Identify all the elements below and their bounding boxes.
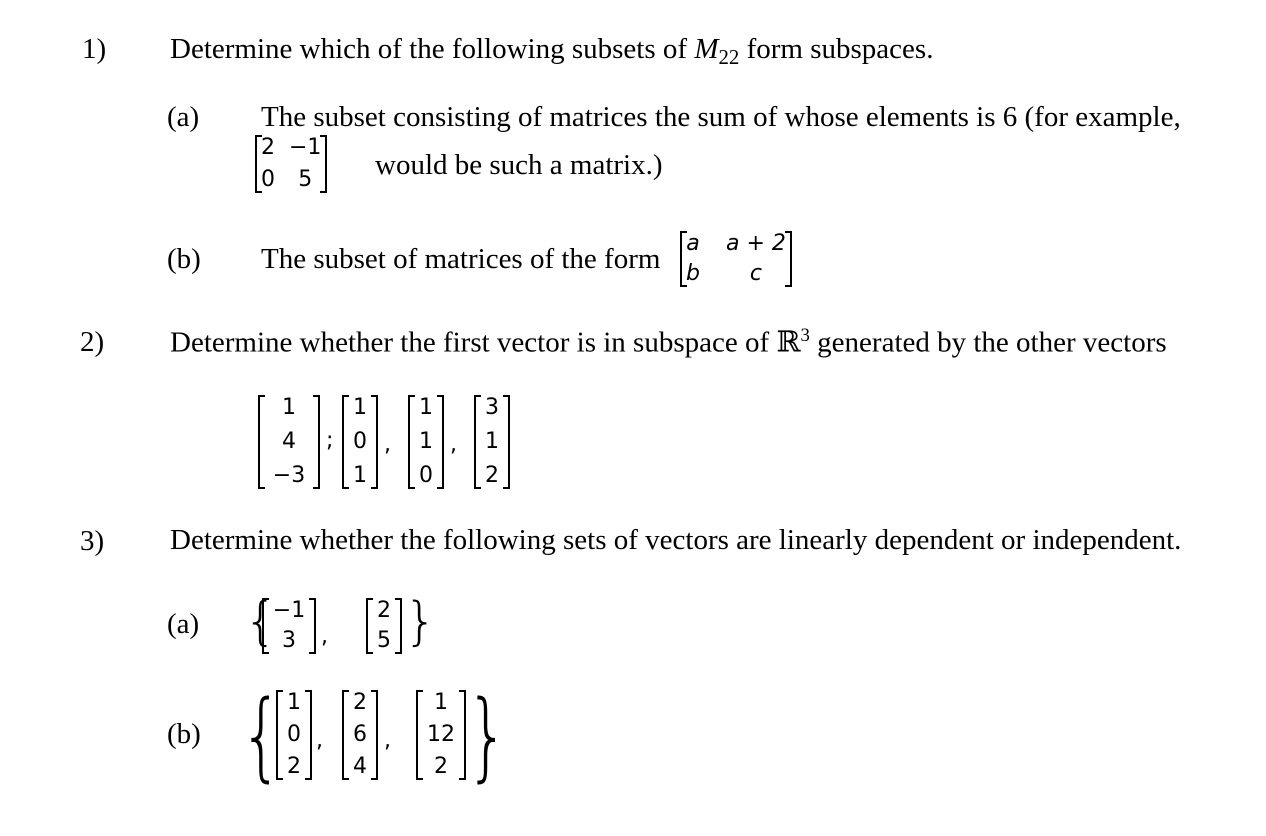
vector-entry: 1 bbox=[485, 429, 499, 454]
vector-entry: 12 bbox=[427, 722, 455, 747]
part-text: would be such a matrix.) bbox=[375, 149, 663, 181]
vector-entry: 1 bbox=[287, 690, 301, 715]
form-matrix bbox=[680, 231, 792, 287]
vector-entry: 2 bbox=[353, 690, 367, 715]
vector-entry: 1 bbox=[282, 395, 296, 420]
matrix-entry: c bbox=[749, 261, 762, 286]
part-text: The subset consisting of matrices the sum of whose elements is 6 (for example, bbox=[261, 101, 1181, 133]
vector bbox=[474, 395, 510, 489]
problem-number: 3) bbox=[80, 525, 105, 557]
vector-entry: 3 bbox=[282, 628, 296, 653]
vector-entry: 2 bbox=[287, 754, 301, 779]
problem-statement: Determine whether the first vector is in subspace of ℝ$^3$ generated by the other vectors bbox=[170, 325, 1167, 359]
example-matrix bbox=[255, 135, 327, 193]
separator: , bbox=[384, 728, 391, 753]
matrix-entry: a bbox=[686, 231, 700, 256]
problem-statement: Determine whether the following sets of vectors are linearly dependent or independent. bbox=[170, 524, 1182, 556]
matrix-entry: 5 bbox=[298, 167, 313, 192]
vector-entry: 2 bbox=[377, 598, 391, 623]
vector-entry: −3 bbox=[272, 463, 306, 488]
vector bbox=[416, 690, 466, 780]
part-label: (b) bbox=[167, 243, 201, 275]
right-brace: } bbox=[466, 680, 509, 792]
vector-entry: 1 bbox=[419, 395, 433, 420]
vector-entry: −1 bbox=[272, 598, 306, 623]
vector bbox=[342, 395, 378, 489]
vector bbox=[342, 690, 378, 780]
vector-entry: 0 bbox=[353, 429, 367, 454]
vector-entry: 1 bbox=[434, 690, 448, 715]
vector-entry: 2 bbox=[434, 754, 448, 779]
vector-entry: 1 bbox=[353, 395, 367, 420]
vector-entry: 2 bbox=[485, 463, 499, 488]
left-brace: { bbox=[244, 592, 278, 652]
matrix-entry: 0 bbox=[261, 167, 275, 192]
matrix-entry: b bbox=[686, 261, 700, 286]
part-label: (a) bbox=[167, 608, 200, 640]
separator: , bbox=[316, 728, 323, 753]
vector bbox=[408, 395, 444, 489]
vector-entry: 4 bbox=[353, 754, 367, 779]
vector-entry: 0 bbox=[419, 463, 433, 488]
problem-number: 2) bbox=[80, 326, 105, 358]
left-brace: { bbox=[240, 680, 283, 792]
separator: , bbox=[450, 432, 457, 457]
vector bbox=[276, 690, 312, 780]
problem-number: 1) bbox=[82, 33, 107, 65]
vector bbox=[262, 598, 316, 654]
separator: , bbox=[384, 432, 391, 457]
part-label: (a) bbox=[167, 101, 200, 133]
part-text: The subset of matrices of the form bbox=[261, 243, 661, 275]
right-brace: } bbox=[404, 592, 438, 652]
part-label: (b) bbox=[167, 718, 201, 750]
vector-entry: 1 bbox=[419, 429, 433, 454]
vector-entry: 0 bbox=[287, 722, 301, 747]
problem-statement: Determine which of the following subsets of $M_{22}$ form subspaces. bbox=[170, 33, 934, 69]
matrix-entry: 2 bbox=[261, 135, 275, 160]
vector-entry: 4 bbox=[282, 429, 296, 454]
vector-entry: 3 bbox=[485, 395, 499, 420]
vector bbox=[258, 395, 320, 489]
vector-entry: 5 bbox=[377, 628, 391, 653]
matrix-entry: a + 2 bbox=[725, 231, 786, 256]
matrix-entry: −1 bbox=[289, 135, 322, 160]
separator: ; bbox=[326, 428, 334, 453]
vector-entry: 6 bbox=[353, 722, 367, 747]
vector-entry: 1 bbox=[353, 463, 367, 488]
separator: , bbox=[321, 624, 328, 649]
vector bbox=[366, 598, 402, 654]
